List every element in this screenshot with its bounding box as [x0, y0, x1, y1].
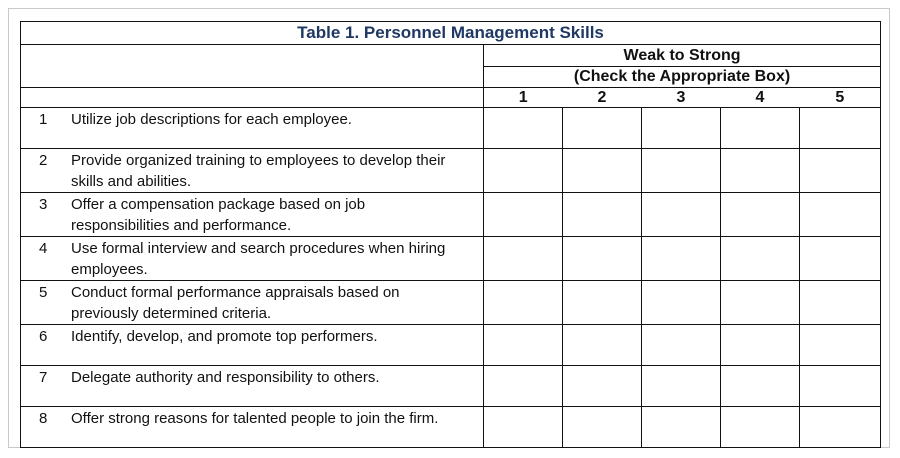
skill-item-number: 8 [39, 410, 48, 427]
skill-item-cell [21, 237, 484, 281]
skill-item-text: Conduct formal performance appraisals based on previously determined criteria. [71, 284, 400, 322]
title-row [21, 22, 881, 45]
rating-box-2[interactable] [563, 325, 642, 366]
skill-item-text: Identify, develop, and promote top performers. [71, 328, 378, 345]
rating-box-3[interactable] [642, 193, 721, 237]
rating-box-1[interactable] [484, 237, 563, 281]
skill-item-number: 3 [39, 196, 48, 213]
rating-box-2[interactable] [563, 149, 642, 193]
rating-box-3[interactable] [642, 108, 721, 149]
rating-box-3[interactable] [642, 407, 721, 448]
rating-box-4[interactable] [721, 193, 800, 237]
column-number-row [21, 88, 881, 108]
rating-box-5[interactable] [800, 325, 881, 366]
rating-box-4[interactable] [721, 108, 800, 149]
rating-box-3[interactable] [642, 281, 721, 325]
skill-item-number: 4 [39, 240, 48, 257]
rating-box-5[interactable] [800, 366, 881, 407]
scale-header-row [21, 45, 881, 67]
table-row [21, 108, 881, 149]
skill-item-number: 6 [39, 328, 48, 345]
scale-subheader: (Check the Appropriate Box) [484, 67, 881, 88]
table-row [21, 325, 881, 366]
table-row [21, 193, 881, 237]
table-row [21, 407, 881, 448]
rating-box-4[interactable] [721, 325, 800, 366]
column-number-3: 3 [642, 88, 721, 108]
rating-box-5[interactable] [800, 237, 881, 281]
skill-item-number: 7 [39, 369, 48, 386]
rating-box-1[interactable] [484, 149, 563, 193]
rating-box-1[interactable] [484, 325, 563, 366]
table-row [21, 237, 881, 281]
rating-box-2[interactable] [563, 366, 642, 407]
skill-item-text: Use formal interview and search procedures when hiring employees. [71, 240, 446, 278]
rating-box-4[interactable] [721, 281, 800, 325]
skill-item-cell [21, 108, 484, 149]
rating-box-5[interactable] [800, 108, 881, 149]
table-title: Table 1. Personnel Management Skills [21, 22, 881, 45]
column-number-5: 5 [800, 88, 881, 108]
rating-box-3[interactable] [642, 366, 721, 407]
rating-box-5[interactable] [800, 149, 881, 193]
table-row [21, 149, 881, 193]
column-number-blank [21, 88, 484, 108]
rating-box-3[interactable] [642, 325, 721, 366]
rating-box-1[interactable] [484, 281, 563, 325]
personnel-skills-table [20, 21, 881, 448]
skill-item-text: Provide organized training to employees to develop their skills and abilities. [71, 152, 446, 190]
skill-item-cell [21, 325, 484, 366]
rating-box-4[interactable] [721, 149, 800, 193]
skill-item-cell [21, 149, 484, 193]
skill-item-text: Utilize job descriptions for each employee. [71, 111, 352, 128]
skill-item-cell [21, 407, 484, 448]
skill-item-text: Offer a compensation package based on job responsibilities and performance. [71, 196, 366, 234]
rating-box-3[interactable] [642, 149, 721, 193]
rating-box-2[interactable] [563, 237, 642, 281]
rating-box-4[interactable] [721, 237, 800, 281]
rating-box-1[interactable] [484, 407, 563, 448]
scale-header: Weak to Strong [484, 45, 881, 67]
skill-item-number: 5 [39, 284, 48, 301]
rating-box-5[interactable] [800, 193, 881, 237]
skill-item-cell [21, 366, 484, 407]
rating-box-5[interactable] [800, 281, 881, 325]
skill-item-text: Delegate authority and responsibility to others. [71, 369, 380, 386]
rating-box-2[interactable] [563, 281, 642, 325]
rating-box-2[interactable] [563, 193, 642, 237]
rating-box-3[interactable] [642, 237, 721, 281]
skill-item-number: 1 [39, 111, 48, 128]
table-row [21, 366, 881, 407]
rating-box-5[interactable] [800, 407, 881, 448]
column-number-4: 4 [721, 88, 800, 108]
header-blank-cell [21, 45, 484, 88]
skill-item-text: Offer strong reasons for talented people to join the firm. [71, 410, 439, 427]
rating-box-2[interactable] [563, 108, 642, 149]
skill-item-number: 2 [39, 152, 48, 169]
rating-box-1[interactable] [484, 366, 563, 407]
table-row [21, 281, 881, 325]
column-number-2: 2 [563, 88, 642, 108]
rating-box-2[interactable] [563, 407, 642, 448]
rating-box-4[interactable] [721, 407, 800, 448]
skill-item-cell [21, 281, 484, 325]
column-number-1: 1 [484, 88, 563, 108]
rating-box-4[interactable] [721, 366, 800, 407]
skill-item-cell [21, 193, 484, 237]
rating-box-1[interactable] [484, 108, 563, 149]
rating-box-1[interactable] [484, 193, 563, 237]
